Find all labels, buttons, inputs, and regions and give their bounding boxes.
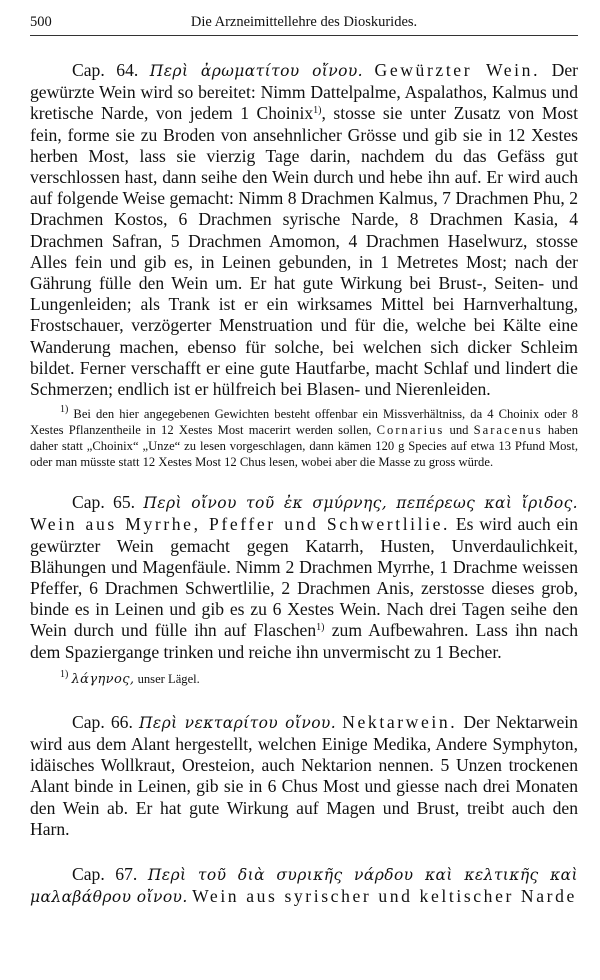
footnote-greek: λάγηνος, <box>71 671 135 687</box>
chapter-text: Es wird auch ein gewürzter Wein gemacht gegen Katarrh, Husten, Unverdaulichkeit, Blähungen und Magenfäule. Nimm 2 Drachmen Myrrhe, 1 Drachme weissen Pfeffer, 6 Drachmen Schwertlilie, 2 Drachmen Anis, zerstosse dieses grob, binde es in Leinen und gib es zu 6 Xestes Wein. Nach drei Tagen seihe den Wein durch und fülle ihn auf Flaschen <box>30 514 579 641</box>
greek-title: Περὶ τοῦ διὰ συρικῆς νάρδου καὶ κελτικῆς καὶ μαλαβάθρου οἴνου. <box>30 866 578 907</box>
footnote-64 <box>30 406 578 470</box>
footnote-text-cont: haben daher statt „Choinix“ „Unze“ zu lesen vorgeschlagen, dann kämen 120 g Species auf etwa 13 Pfund Most, oder man müsste statt 12 Xestes Most 12 Chus lesen, wobei aber die Masse zu gross würde. <box>30 423 578 470</box>
footnote-text: Bei den hier angegebenen Gewichten besteht offenbar ein Missverhältniss, da 4 Choinix oder 8 Xestes Pflanzentheile in 12 Xestes Most macerirt werden sollen, <box>30 407 578 438</box>
author-name-cornarius: Cornarius <box>376 423 445 438</box>
footnote-ref: 1) <box>313 105 322 117</box>
chapter-title: Nektarwein. <box>342 711 458 732</box>
footnote-conj: und <box>449 423 469 438</box>
footnote-text: unser Lägel. <box>137 671 200 686</box>
footnote-65 <box>30 668 578 688</box>
greek-title: Περὶ νεκταρίτου οἴνου. <box>138 713 337 732</box>
greek-title: Περὶ οἴνου τοῦ ἐκ σμύρνης, πεπέρεως καὶ ἴριδος. <box>143 494 578 513</box>
chapter-title: Gewürzter Wein. <box>374 60 541 80</box>
chapter-67 <box>30 864 578 908</box>
chapter-label: Cap. 67. <box>72 864 138 885</box>
greek-title: Περὶ ἀρωματίτου οἴνου. <box>149 62 363 80</box>
chapter-label: Cap. 65. <box>72 492 136 513</box>
chapter-text: Der gewürzte Wein wird so bereitet: Nimm Dattelpalme, Aspalathos, Kalmus und kretische Narde, von jedem 1 Choinix <box>30 60 578 124</box>
chapter-text-cont: zum Aufbewahren. Lass ihn nach dem Spaziergange trinken und reiche ihn unvermischt zu 1 Becher. <box>30 620 578 662</box>
footnote-mark: 1) <box>60 668 69 680</box>
author-name-saracenus: Saracenus <box>473 423 543 438</box>
chapter-65 <box>30 492 578 663</box>
footnote-mark: 1) <box>60 404 69 416</box>
chapter-label: Cap. 64. <box>72 60 139 80</box>
chapter-label: Cap. 66. <box>72 711 133 732</box>
page-number: 500 <box>30 14 52 30</box>
chapter-title: Wein aus syrischer und keltischer Narde <box>192 886 577 907</box>
running-title: Die Arzneimittellehre des Dioskurides. <box>190 14 418 30</box>
footnote-ref: 1) <box>316 622 325 634</box>
chapter-text-cont: , stosse sie unter Zusatz von Most fein, forme sie zu Broden von ansehnlicher Grösse und gib sie in 12 Xestes herben Most, lass sie vierzig Tage darin, nachdem du das Gefäss gut verschlossen hast, dann seihe den Wein durch und hebe ihn auf. Er wird auch auf folgende Weise gemacht: Nimm 8 Drachmen Kalmus, 7 Drachmen Phu, 2 Drachmen Kostos, 6 Drachmen syrische Narde, 8 Drachmen Kasia, 4 Drachmen Safran, 5 Drachmen Amomon, 4 Drachmen Haselwurz, stosse Alles fein und gib es, in Leinen gebunden, in 1 Metretes Most; nach der Gährung fülle den Wein um. Er hat gute Wirkung bei Brust-, Seiten- und Lungenleiden; als Trank ist er ein wirksames Mittel bei Harnverhaltung, Frostschauer, verzögerter Menstruation und für die, welche bei Kälte eine Wanderung machen, ebenso für solche, bei welchen sich dicker Schleim bildet. Ferner verschafft er eine gute Hautfarbe, macht Schlaf und lindert die Schmerzen; endlich ist er hülfreich bei Blasen- und Nierenleiden. <box>30 103 578 400</box>
chapter-text: Der Nektarwein wird aus dem Alant hergestellt, welchen Einige Medika, Andere Symphyton, idäisches Wollkraut, Oresteion, auch Nektarion nennen. 5 Unzen trockenen Alant binde in Leinen, gib sie in 6 Chus Most und giesse nach drei Monaten den Wein ab. Er hat gute Wirkung auf Magen und Brust, treibt auch den Harn. <box>30 711 578 839</box>
chapter-66 <box>30 712 578 840</box>
running-header <box>30 14 578 36</box>
chapter-title: Wein aus Myrrhe, Pfeffer und Schwertlilie. <box>30 514 451 535</box>
chapter-64 <box>30 60 578 400</box>
